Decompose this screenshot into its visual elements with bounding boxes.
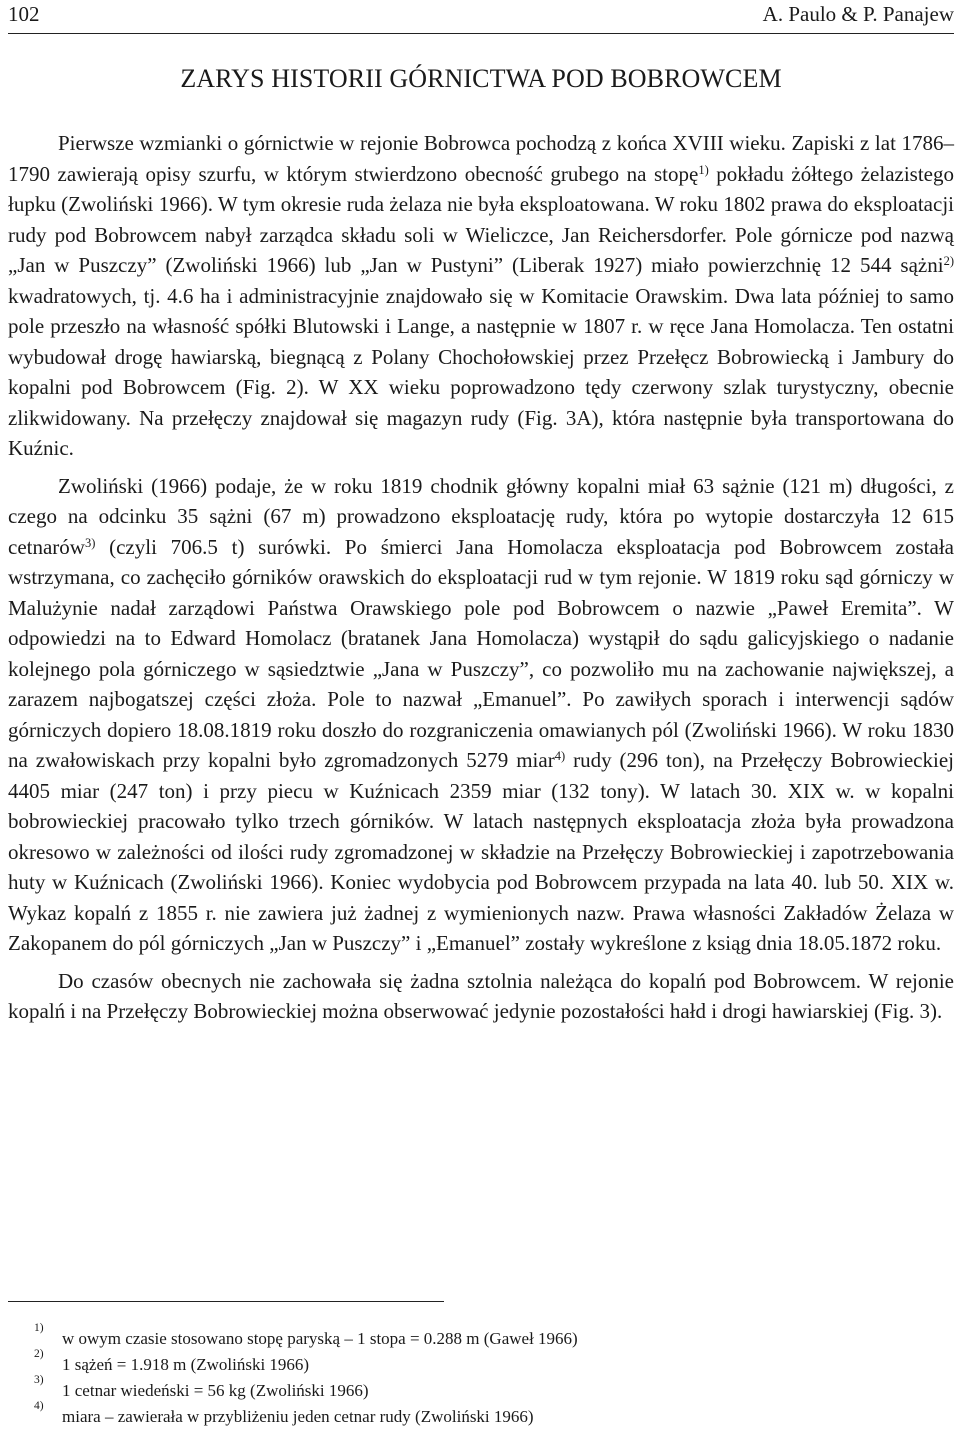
footnote-text: 1 cetnar wiedeński = 56 kg (Zwoliński 1966) bbox=[62, 1381, 369, 1400]
paragraph-text: Pierwsze wzmianki o górnictwie w rejonie Bobrowca pochodzą z końca XVIII wieku. Zapiski z lat 1786–1790 zawierają opisy szurfu, w którym stwierdzono obecność grubego na stopę bbox=[8, 131, 954, 186]
footnote-text: w owym czasie stosowano stopę paryską – 1 stopa = 0.288 m (Gaweł 1966) bbox=[62, 1329, 578, 1348]
footnotes bbox=[8, 1322, 954, 1430]
footnote-ref-1: 1) bbox=[698, 162, 709, 177]
footnote bbox=[8, 1400, 954, 1430]
body-text bbox=[8, 128, 954, 1027]
paragraph-text: Zwoliński (1966) podaje, że w roku 1819 chodnik główny kopalni miał 63 sążnie (121 m) długości, z czego na odcinku 35 sążni (67 m) prowadzono eksploatację rudy, która po wytopie dostarczyła 12 615 cetnarów bbox=[8, 473, 954, 559]
footnote-ref-3: 3) bbox=[84, 535, 96, 550]
footnote-text: miara – zawierała w przybliżeniu jeden cetnar rudy (Zwoliński 1966) bbox=[62, 1407, 534, 1426]
footnote-number: 2) bbox=[34, 1348, 44, 1360]
paragraph-text: rudy (296 ton), na Przełęczy Bobrowieckiej 4405 miar (247 ton) i przy piecu w Kuźnicach 2359 miar (132 tony). W latach 30. XIX w. w kopalni bobrowieckiej pracowało tylko trzech górników. W latach następnych eksploatacja złoża była prowadzona okresowo w zależności od ilości rudy zgromadzonej w składzie na Przełęczy Bobrowieckiej i zapotrzebowania huty w Kuźnicach (Zwoliński 1966). Koniec wydobycia pod Bobrowcem przypada na lata 40. lub 50. XIX w. Wykaz kopalń z 1855 r. nie zawiera już żadnej z wymienionych nazw. Prawa własności Zakładów Żelaza w Zakopanem do pól górniczych „Jan w Puszczy” i „Emanuel” zostały wykreślone z ksiąg dnia 18.05.1872 roku. bbox=[8, 748, 954, 955]
paragraph-1 bbox=[8, 128, 954, 464]
paragraph-text: kwadratowych, tj. 4.6 ha i administracyjnie znajdowało się w Komitacie Orawskim. Dwa lata później to samo pole przeszło na własność spółki Blutowski i Lange, a następnie w 1807 r. w ręce Jana Homolacza. Ten ostatni wybudował drogę hawiarską, biegnącą z Polany Chochołowskiej przez Przełęcz Bobrowiecką i Jambury do kopalni pod Bobrowcem (Fig. 2). W XX wieku poprowadzono tędy czerwony szlak turystyczny, obecnie zlikwidowany. Na przełęczy znajdował się magazyn rudy (Fig. 3A), która następnie była transportowana do Kuźnic. bbox=[8, 283, 954, 460]
paragraph-text: Do czasów obecnych nie zachowała się żadna sztolnia należąca do kopalń pod Bobrowcem. W rejonie kopalń i na Przełęczy Bobrowieckiej można obserwować jedynie pozostałości hałd i drogi hawiarskiej (Fig. 3). bbox=[8, 968, 954, 1023]
section-title: ZARYS HISTORII GÓRNICTWA POD BOBROWCEM bbox=[180, 64, 782, 93]
footnote bbox=[8, 1322, 954, 1352]
footnote-text: 1 sążeń = 1.918 m (Zwoliński 1966) bbox=[62, 1355, 310, 1374]
footnote-number: 3) bbox=[34, 1374, 44, 1386]
footnote bbox=[8, 1374, 954, 1404]
paragraph-2 bbox=[8, 471, 954, 959]
footnote-ref-2: 2) bbox=[943, 254, 954, 268]
header-rule bbox=[8, 33, 954, 34]
page-number: 102 bbox=[8, 2, 40, 26]
paragraph-3 bbox=[8, 966, 954, 1027]
paragraph-text: (czyli 706.5 t) surówki. Po śmierci Jana Homolacza eksploatacja pod Bobrowcem została wstrzymana, co zachęciło górników orawskich do eksploatacji rud w tym rejonie. W 1819 roku sąd górniczy w Malużynie nadał zarządowi Państwa Orawskiego pole pod Bobrowcem o nazwie „Paweł Eremita”. W odpowiedzi na to Edward Homolacz (bratanek Jana Homolacza) wystąpił do sądu galicyjskiego o nadanie kolejnego pola górniczego w sąsiedztwie „Jana w Puszczy”, co pozwoliło mu na zachowanie największej, a zarazem najbogatszej części złoża. Pole to nazwał „Emanuel”. Po zawiłych sporach i interwencji sądów górniczych dopiero 18.08.1819 roku doszło do rozgraniczenia omawianych pól (Zwoliński 1966). W roku 1830 na zwałowiskach przy kopalni było zgromadzonych 5279 miar bbox=[8, 534, 954, 772]
running-header bbox=[8, 2, 954, 26]
footnote-ref-4: 4) bbox=[554, 749, 566, 763]
footnote-number: 1) bbox=[34, 1322, 44, 1334]
footnote bbox=[8, 1348, 954, 1378]
footnote-number: 4) bbox=[34, 1400, 44, 1412]
paragraph-text: pokładu żółtego żelazistego łupku (Zwoliński 1966). W tym okresie ruda żelaza nie była eksploatowana. W roku 1802 prawa do eksploatacji rudy pod Bobrowcem nabył zarządca składu soli w Wieliczce, Jan Reichersdorfer. Pole górnicze pod nazwą „Jan w Puszczy” (Zwoliński 1966) lub „Jan w Pustyni” (Liberak 1927) miało powierzchnię 12 544 sążni bbox=[8, 161, 955, 277]
footnote-rule bbox=[8, 1301, 444, 1302]
running-head-authors: A. Paulo & P. Panajew bbox=[762, 2, 954, 26]
